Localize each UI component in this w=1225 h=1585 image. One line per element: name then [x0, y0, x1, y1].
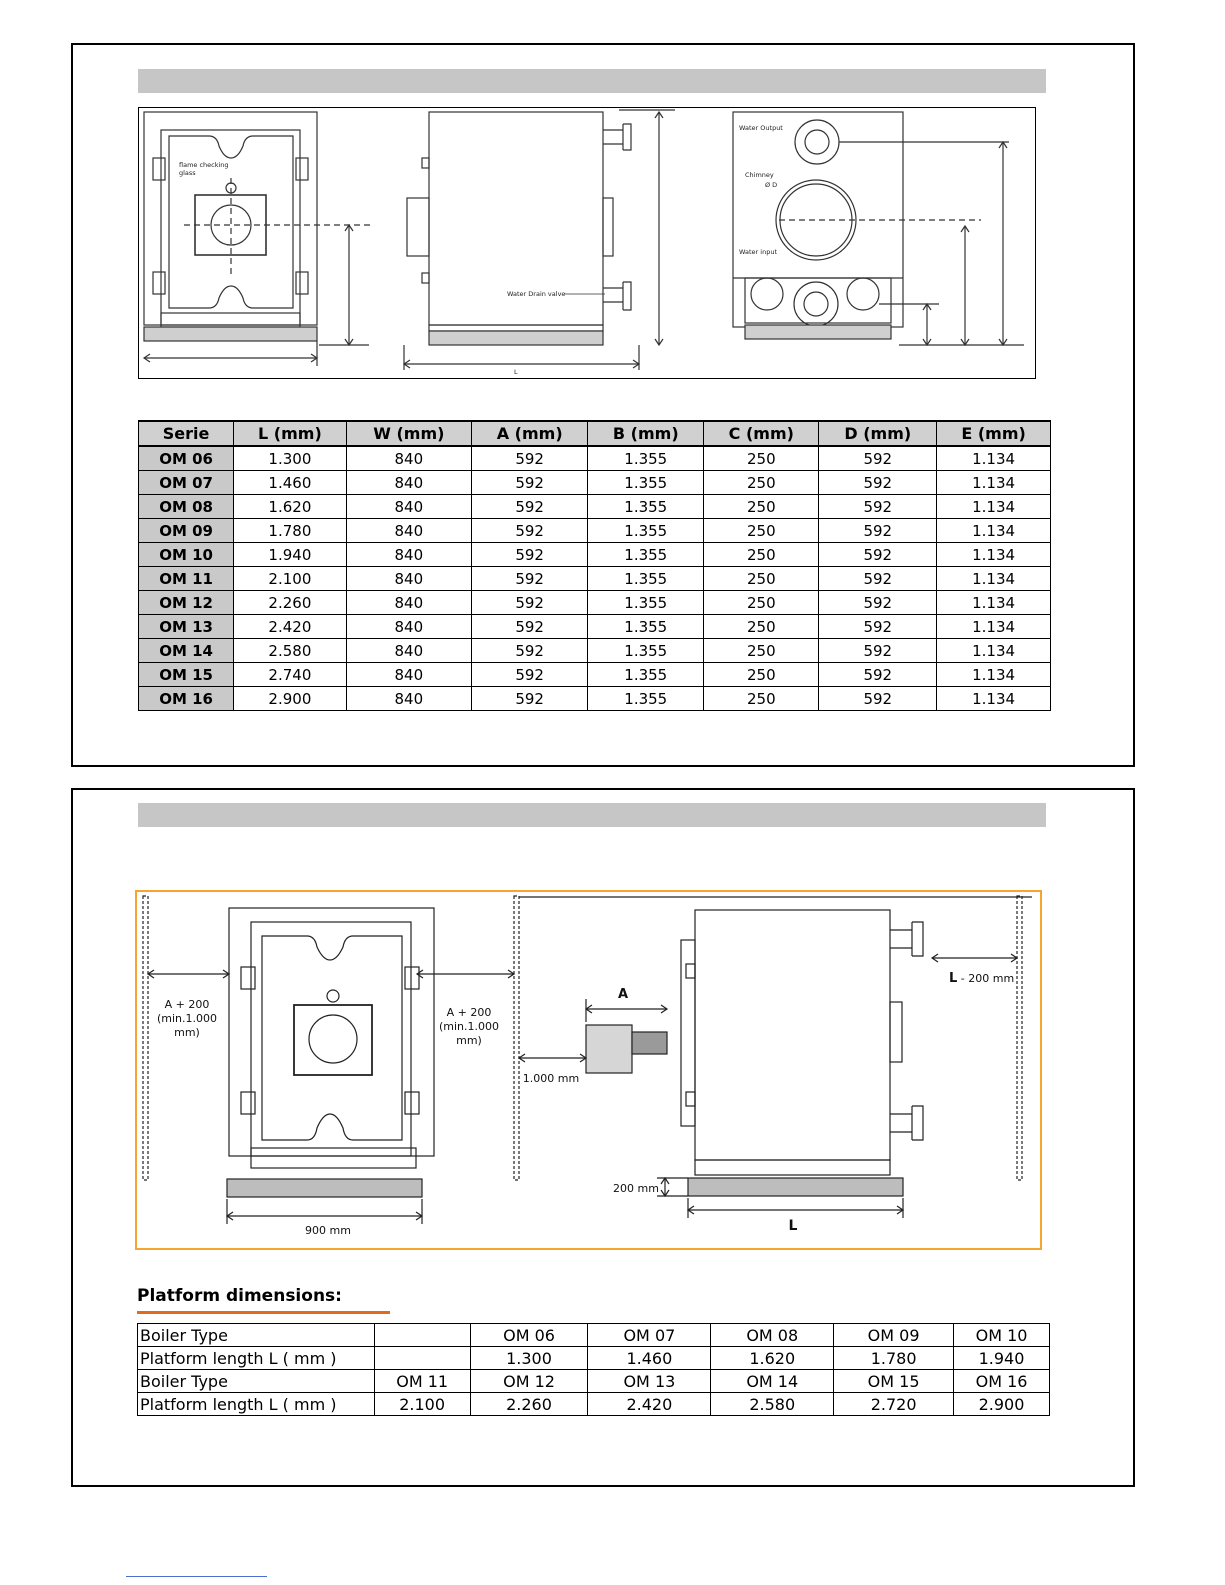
value-cell: 592 — [819, 615, 937, 639]
value-cell: 1.134 — [937, 446, 1051, 471]
table-row — [139, 471, 1051, 495]
front-clearance-label: 1.000 mm — [522, 1072, 580, 1085]
front-boiler — [229, 908, 434, 1156]
serie-cell: OM 13 — [139, 615, 234, 639]
dimensions-panel — [71, 43, 1135, 767]
serie-cell: OM 11 — [139, 567, 234, 591]
value-cell: 592 — [819, 639, 937, 663]
value-cell: OM 16 — [954, 1370, 1050, 1393]
value-cell: 1.355 — [588, 663, 704, 687]
serie-cell: OM 10 — [139, 543, 234, 567]
value-cell: OM 07 — [588, 1324, 711, 1347]
front-platform — [227, 1179, 422, 1197]
value-cell: 592 — [819, 687, 937, 711]
value-cell: 592 — [472, 663, 588, 687]
value-cell: 840 — [346, 519, 471, 543]
value-cell: 250 — [704, 591, 819, 615]
value-cell: 1.134 — [937, 687, 1051, 711]
row-label-cell: Platform length L ( mm ) — [138, 1347, 375, 1370]
col-header: C (mm) — [704, 421, 819, 446]
value-cell: 2.580 — [234, 639, 346, 663]
value-cell: 592 — [819, 471, 937, 495]
value-cell: 1.134 — [937, 615, 1051, 639]
value-cell: 592 — [472, 615, 588, 639]
table-row — [139, 687, 1051, 711]
value-cell: 592 — [819, 495, 937, 519]
footer-link-underline — [126, 1576, 267, 1577]
serie-cell: OM 16 — [139, 687, 234, 711]
value-cell: 840 — [346, 495, 471, 519]
burner-a-label: A — [617, 987, 629, 1002]
value-cell: 1.780 — [834, 1347, 954, 1370]
value-cell: OM 09 — [834, 1324, 954, 1347]
serie-cell: OM 08 — [139, 495, 234, 519]
value-cell: 2.580 — [711, 1393, 834, 1416]
value-cell: 2.420 — [588, 1393, 711, 1416]
side-boiler — [695, 910, 890, 1160]
side-platform — [688, 1178, 903, 1196]
platform-dimensions-title: Platform dimensions: — [137, 1286, 342, 1306]
table-row — [139, 519, 1051, 543]
value-cell: 592 — [472, 471, 588, 495]
col-header: E (mm) — [937, 421, 1051, 446]
dimensions-table-body — [139, 446, 1051, 711]
installation-panel — [71, 788, 1135, 1487]
value-cell: 1.355 — [588, 639, 704, 663]
value-cell: 592 — [819, 567, 937, 591]
table-row — [139, 543, 1051, 567]
value-cell: 1.134 — [937, 567, 1051, 591]
value-cell: 1.300 — [470, 1347, 588, 1370]
table-row — [138, 1370, 1050, 1393]
value-cell: 592 — [472, 639, 588, 663]
value-cell: 1.134 — [937, 543, 1051, 567]
value-cell: 592 — [819, 591, 937, 615]
mid-clearance-line1: A + 200 — [446, 1006, 492, 1019]
platform-table-body — [138, 1324, 1050, 1416]
value-cell: 1.134 — [937, 471, 1051, 495]
value-cell: 2.260 — [470, 1393, 588, 1416]
value-cell: 592 — [472, 687, 588, 711]
value-cell: 1.355 — [588, 495, 704, 519]
value-cell: 1.355 — [588, 687, 704, 711]
water-input-label: Water input — [739, 248, 778, 256]
left-clearance-line3: mm) — [174, 1026, 200, 1039]
value-cell: 1.460 — [234, 471, 346, 495]
value-cell: 2.740 — [234, 663, 346, 687]
boiler-views-drawing — [139, 108, 1035, 378]
table-row — [139, 567, 1051, 591]
value-cell: 1.620 — [234, 495, 346, 519]
col-header: Serie — [139, 421, 234, 446]
rear-clearance-rest: - 200 mm — [957, 972, 1015, 985]
front-platform — [144, 327, 317, 341]
value-cell: 592 — [472, 567, 588, 591]
side-platform — [429, 331, 603, 345]
mid-clearance-line3: mm) — [456, 1034, 482, 1047]
boiler-views-figure — [138, 107, 1036, 379]
flame-glass-label-2: glass — [179, 169, 196, 177]
table-row — [138, 1347, 1050, 1370]
value-cell: 592 — [819, 519, 937, 543]
value-cell: 1.940 — [234, 543, 346, 567]
col-header: D (mm) — [819, 421, 937, 446]
left-wall — [143, 896, 148, 1180]
value-cell: 2.260 — [234, 591, 346, 615]
value-cell: OM 12 — [470, 1370, 588, 1393]
value-cell: 1.134 — [937, 639, 1051, 663]
value-cell: 592 — [819, 446, 937, 471]
value-cell: 840 — [346, 591, 471, 615]
col-header: A (mm) — [472, 421, 588, 446]
value-cell: 840 — [346, 471, 471, 495]
value-cell: 1.780 — [234, 519, 346, 543]
row-label-cell: Platform length L ( mm ) — [138, 1393, 375, 1416]
value-cell: 2.420 — [234, 615, 346, 639]
side-bottom-flange — [890, 1106, 923, 1140]
value-cell: 592 — [819, 663, 937, 687]
value-cell: 2.100 — [234, 567, 346, 591]
serie-cell: OM 12 — [139, 591, 234, 615]
col-header: W (mm) — [346, 421, 471, 446]
value-cell: 592 — [472, 446, 588, 471]
section-header-bar — [138, 803, 1046, 827]
burner-tube — [632, 1032, 667, 1054]
value-cell: 1.355 — [588, 543, 704, 567]
value-cell: 2.100 — [374, 1393, 470, 1416]
table-row — [138, 1393, 1050, 1416]
value-cell: 250 — [704, 567, 819, 591]
value-cell: OM 15 — [834, 1370, 954, 1393]
value-cell: 840 — [346, 615, 471, 639]
value-cell: 250 — [704, 615, 819, 639]
table-row — [139, 639, 1051, 663]
section-header-bar — [138, 69, 1046, 93]
row-label-cell: Boiler Type — [138, 1324, 375, 1347]
value-cell: 1.355 — [588, 471, 704, 495]
rear-clearance-label — [949, 971, 1014, 986]
value-cell: OM 08 — [711, 1324, 834, 1347]
value-cell: 250 — [704, 519, 819, 543]
rear-platform — [745, 325, 891, 339]
value-cell: 592 — [472, 495, 588, 519]
side-bottom-flange — [603, 282, 631, 310]
value-cell: 1.355 — [588, 519, 704, 543]
value-cell: 1.460 — [588, 1347, 711, 1370]
right-wall — [1017, 896, 1022, 1180]
value-cell: 250 — [704, 663, 819, 687]
left-clearance-line2: (min.1.000 — [156, 1012, 218, 1025]
platform-height-label: 200 mm — [613, 1182, 659, 1195]
value-cell: 1.134 — [937, 591, 1051, 615]
water-output-label: Water Output — [739, 124, 783, 132]
value-cell: 840 — [346, 663, 471, 687]
value-cell: 1.300 — [234, 446, 346, 471]
value-cell: 592 — [819, 543, 937, 567]
value-cell: OM 14 — [711, 1370, 834, 1393]
value-cell: 2.900 — [954, 1393, 1050, 1416]
platform-table — [137, 1323, 1050, 1416]
table-row — [139, 495, 1051, 519]
value-cell: 840 — [346, 567, 471, 591]
left-clearance-line1: A + 200 — [164, 998, 210, 1011]
serie-cell: OM 06 — [139, 446, 234, 471]
value-cell: 250 — [704, 471, 819, 495]
row-label-cell: Boiler Type — [138, 1370, 375, 1393]
value-cell — [374, 1324, 470, 1347]
front-boiler-door — [262, 936, 402, 1140]
value-cell: 1.620 — [711, 1347, 834, 1370]
value-cell: 592 — [472, 519, 588, 543]
water-output-port — [795, 120, 839, 164]
value-cell — [374, 1347, 470, 1370]
value-cell: 2.720 — [834, 1393, 954, 1416]
water-input-port — [794, 282, 838, 326]
value-cell: 1.134 — [937, 663, 1051, 687]
value-cell: OM 06 — [470, 1324, 588, 1347]
serie-cell: OM 15 — [139, 663, 234, 687]
length-label: L — [514, 368, 518, 376]
value-cell: 1.940 — [954, 1347, 1050, 1370]
platform-width-label: 900 mm — [305, 1224, 351, 1237]
burner-body — [586, 1025, 632, 1073]
water-drain-label: Water Drain valve — [507, 290, 566, 298]
serie-cell: OM 07 — [139, 471, 234, 495]
value-cell: 1.134 — [937, 519, 1051, 543]
value-cell: OM 10 — [954, 1324, 1050, 1347]
table-row — [139, 663, 1051, 687]
col-header: L (mm) — [234, 421, 346, 446]
value-cell: 592 — [472, 591, 588, 615]
value-cell: 250 — [704, 446, 819, 471]
dimensions-table-header — [139, 421, 1051, 446]
value-cell: OM 11 — [374, 1370, 470, 1393]
value-cell: 1.355 — [588, 446, 704, 471]
value-cell: 840 — [346, 639, 471, 663]
value-cell: 2.900 — [234, 687, 346, 711]
title-underline — [137, 1311, 390, 1314]
diameter-label: Ø D — [765, 181, 778, 189]
value-cell: 1.355 — [588, 591, 704, 615]
middle-wall — [514, 896, 519, 1180]
flame-glass-label-1: flame checking — [179, 161, 229, 169]
value-cell: 1.134 — [937, 495, 1051, 519]
value-cell: 840 — [346, 687, 471, 711]
table-row — [139, 446, 1051, 471]
value-cell: 1.355 — [588, 567, 704, 591]
dimensions-table — [138, 420, 1051, 711]
clearance-drawing — [137, 892, 1040, 1248]
value-cell: 840 — [346, 446, 471, 471]
platform-length-label: L — [788, 1218, 798, 1234]
clearance-figure — [135, 890, 1042, 1250]
serie-cell: OM 14 — [139, 639, 234, 663]
value-cell: 1.355 — [588, 615, 704, 639]
side-top-flange — [603, 124, 631, 150]
value-cell: 250 — [704, 495, 819, 519]
table-row — [139, 591, 1051, 615]
value-cell: OM 13 — [588, 1370, 711, 1393]
table-row — [139, 615, 1051, 639]
value-cell: 250 — [704, 639, 819, 663]
serie-cell: OM 09 — [139, 519, 234, 543]
value-cell: 250 — [704, 687, 819, 711]
value-cell: 592 — [472, 543, 588, 567]
rear-casing — [733, 112, 903, 327]
side-top-flange — [890, 922, 923, 956]
table-row — [138, 1324, 1050, 1347]
mid-clearance-line2: (min.1.000 — [438, 1020, 500, 1033]
col-header: B (mm) — [588, 421, 704, 446]
chimney-label: Chimney — [745, 171, 774, 179]
value-cell: 840 — [346, 543, 471, 567]
rear-clearance-bold: L — [949, 971, 958, 986]
value-cell: 250 — [704, 543, 819, 567]
